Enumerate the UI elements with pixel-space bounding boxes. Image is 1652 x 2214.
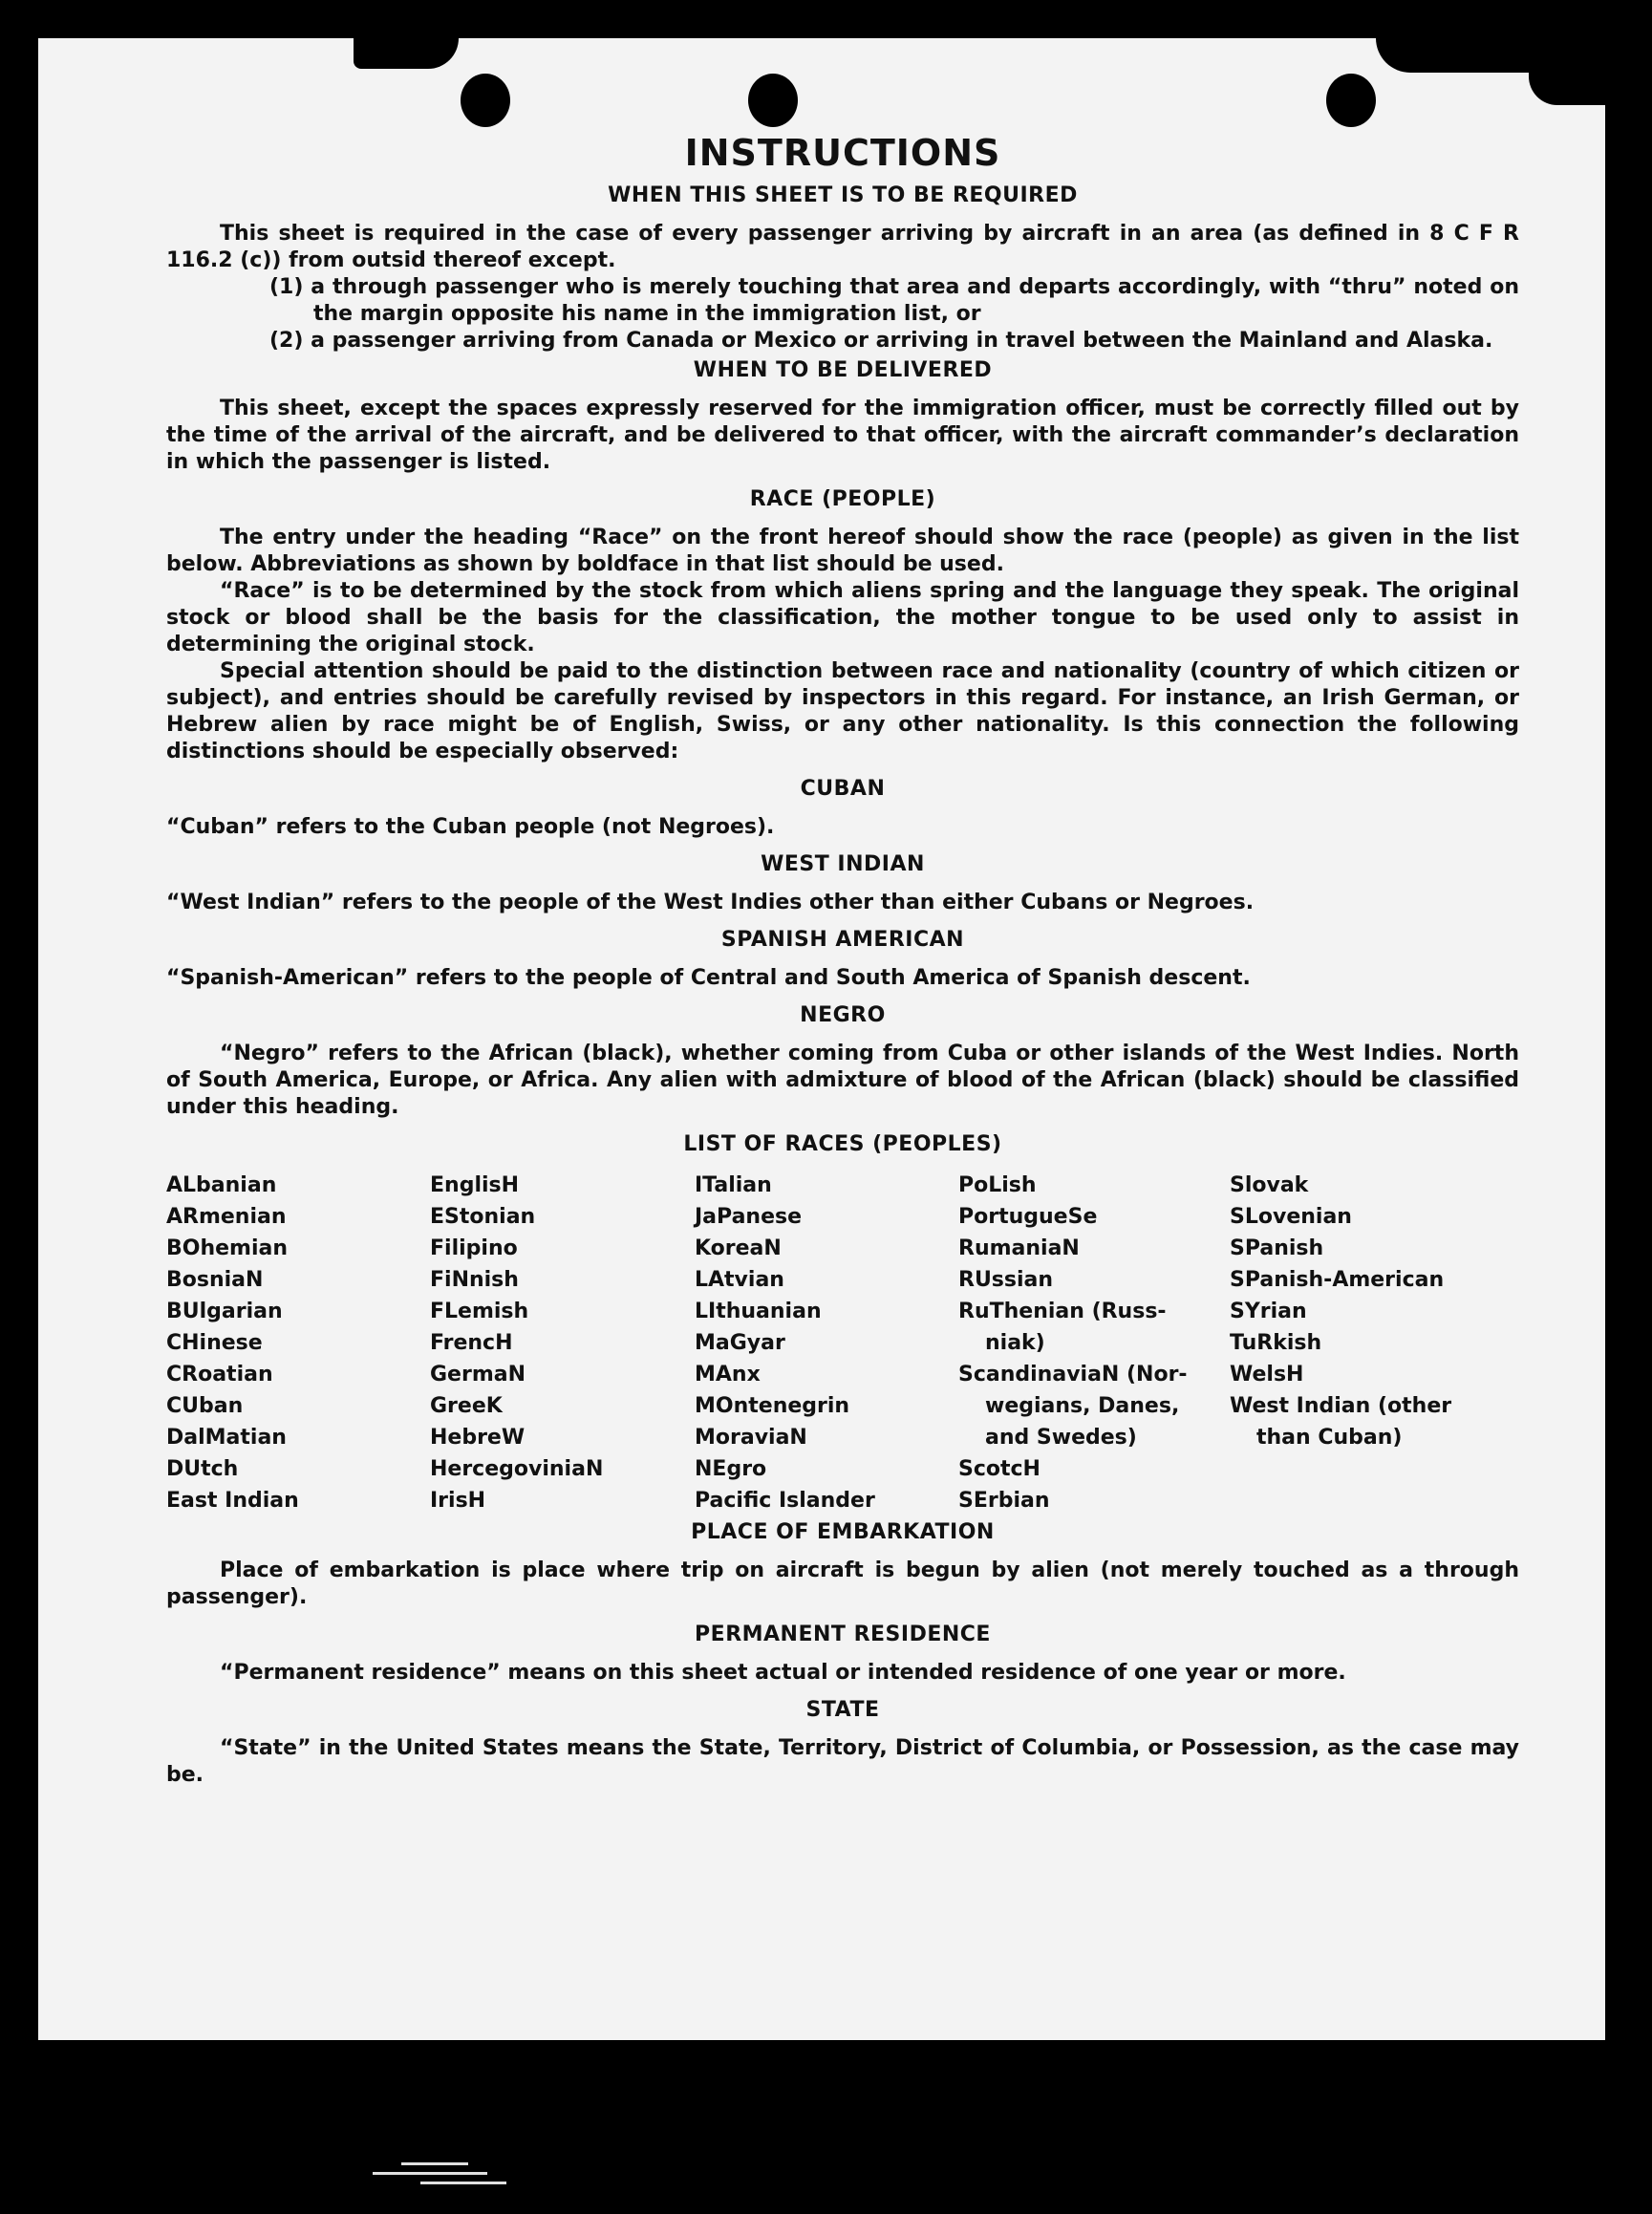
- scan-artifact: [363, 2155, 535, 2193]
- race-entry: SErbian: [958, 1489, 1050, 1513]
- race-entry: TuRkish: [1230, 1331, 1322, 1355]
- race-entry: BosniaN: [166, 1268, 264, 1292]
- races-column: [958, 1170, 1230, 1516]
- state-text: “State” in the United States means the State, Territory, District of Columbia, or Possession, as the case may be.: [166, 1736, 1519, 1787]
- heading-embarkation: PLACE OF EMBARKATION: [691, 1520, 995, 1544]
- races-column: [1230, 1170, 1516, 1516]
- race-entry: than Cuban): [1256, 1426, 1403, 1450]
- race-entry: KoreaN: [695, 1236, 782, 1260]
- race-entry: LIthuanian: [695, 1300, 822, 1323]
- race-entry: Pacific Islander: [695, 1489, 875, 1513]
- race-entry: RuThenian (Russ-: [958, 1300, 1167, 1323]
- race-entry: niak): [985, 1331, 1045, 1355]
- race-entry: CHinese: [166, 1331, 263, 1355]
- race-entry: BOhemian: [166, 1236, 289, 1260]
- race-entry: NEgro: [695, 1457, 767, 1481]
- race-entry: SPanish: [1230, 1236, 1324, 1260]
- race-entry: LAtvian: [695, 1268, 784, 1292]
- race-entry: FrencH: [430, 1331, 513, 1355]
- heading-negro: NEGRO: [800, 1003, 886, 1027]
- race-entry: MaGyar: [695, 1331, 785, 1355]
- race-entry: SPanish-American: [1230, 1268, 1445, 1292]
- race-entry: RUssian: [958, 1268, 1054, 1292]
- race-entry: Filipino: [430, 1236, 518, 1260]
- races-list: [166, 1170, 1519, 1516]
- race-entry: ALbanian: [166, 1173, 277, 1197]
- race-paragraph-1: The entry under the heading “Race” on the front hereof should show the race (people) as given in the list below. Abbreviations as shown by boldface in that list should be used.: [166, 526, 1519, 576]
- residence-text: “Permanent residence” means on this sheet actual or intended residence of one year or more.: [220, 1661, 1346, 1685]
- race-entry: EnglisH: [430, 1173, 520, 1197]
- race-entry: ScotcH: [958, 1457, 1041, 1481]
- heading-when-delivered: WHEN TO BE DELIVERED: [693, 358, 993, 382]
- heading-spanish-american: SPANISH AMERICAN: [720, 928, 965, 952]
- race-entry: Slovak: [1230, 1173, 1309, 1197]
- race-entry: BUlgarian: [166, 1300, 283, 1323]
- race-entry: CUban: [166, 1394, 244, 1418]
- race-entry: PortugueSe: [958, 1205, 1098, 1229]
- punch-hole-2: [748, 74, 798, 127]
- race-entry: ITalian: [695, 1173, 772, 1197]
- document-page: [38, 38, 1605, 2040]
- race-entry: DalMatian: [166, 1426, 287, 1450]
- race-entry: GreeK: [430, 1394, 503, 1418]
- torn-edge-left: [354, 38, 459, 69]
- race-entry: RumaniaN: [958, 1236, 1080, 1260]
- race-entry: MAnx: [695, 1363, 761, 1386]
- race-entry: ARmenian: [166, 1205, 287, 1229]
- race-entry: HercegoviniaN: [430, 1457, 604, 1481]
- exception-item-2: (2) a passenger arriving from Canada or Mexico or arriving in travel between the Mainland and Alaska.: [269, 329, 1493, 353]
- race-entry: and Swedes): [985, 1426, 1137, 1450]
- race-entry: SLovenian: [1230, 1205, 1352, 1229]
- race-entry: East Indian: [166, 1489, 299, 1513]
- exception-item-1: (1) a through passenger who is merely touching that area and departs accordingly, with “thru” noted on the margin opposite his name in the immigration list, or: [269, 275, 1519, 326]
- heading-race: RACE (PEOPLE): [749, 487, 936, 511]
- race-paragraph-2: “Race” is to be determined by the stock from which aliens spring and the language they speak. The original stock or blood shall be the basis for the classification, the mother tongue to be used only to assist in determining the original stock.: [166, 579, 1519, 656]
- cuban-text: “Cuban” refers to the Cuban people (not Negroes).: [166, 815, 775, 839]
- race-entry: DUtch: [166, 1457, 239, 1481]
- races-column: [166, 1170, 430, 1516]
- heading-when-required: WHEN THIS SHEET IS TO BE REQUIRED: [608, 183, 1078, 207]
- race-entry: West Indian (other: [1230, 1394, 1452, 1418]
- race-entry: MOntenegrin: [695, 1394, 850, 1418]
- race-entry: WelsH: [1230, 1363, 1304, 1386]
- race-entry: CRoatian: [166, 1363, 273, 1386]
- race-entry: HebreW: [430, 1426, 526, 1450]
- race-entry: FiNnish: [430, 1268, 519, 1292]
- heading-west-indian: WEST INDIAN: [761, 852, 925, 876]
- punch-hole-1: [461, 74, 510, 127]
- race-entry: MoraviaN: [695, 1426, 807, 1450]
- negro-text: “Negro” refers to the African (black), whether coming from Cuba or other islands of the West Indies. North of South America, Europe, or Africa. Any alien with admixture of blood of the African (black) should be classified under this heading.: [166, 1042, 1519, 1119]
- instructions-content: [166, 132, 1519, 1789]
- heading-list-of-races: LIST OF RACES (PEOPLES): [683, 1132, 1002, 1156]
- race-paragraph-3: Special attention should be paid to the distinction between race and nationality (country of which citizen or subject), and entries should be carefully revised by inspectors in this regard. For instance, an Irish German, or Hebrew alien by race might be of English, Swiss, or any other nationality. Is this connection the following distinctions should be especially observed:: [166, 659, 1519, 763]
- when-required-intro: This sheet is required in the case of every passenger arriving by aircraft in an area (as defined in 8 C F R 116.2 (c)) from outsid thereof except.: [166, 222, 1519, 272]
- when-delivered-text: This sheet, except the spaces expressly reserved for the immigration officer, must be correctly filled out by the time of the arrival of the aircraft, and be delivered to that officer, with the aircraft commander’s declaration in which the passenger is listed.: [166, 397, 1519, 474]
- race-entry: wegians, Danes,: [985, 1394, 1180, 1418]
- race-entry: IrisH: [430, 1489, 486, 1513]
- race-entry: GermaN: [430, 1363, 526, 1386]
- races-column: [695, 1170, 958, 1516]
- heading-cuban: CUBAN: [800, 777, 886, 801]
- west-indian-text: “West Indian” refers to the people of the West Indies other than either Cubans or Negroes.: [166, 891, 1255, 914]
- race-entry: FLemish: [430, 1300, 529, 1323]
- races-column: [430, 1170, 695, 1516]
- race-entry: SYrian: [1230, 1300, 1307, 1323]
- race-entry: JaPanese: [695, 1205, 803, 1229]
- heading-residence: PERMANENT RESIDENCE: [695, 1623, 991, 1646]
- page-title: INSTRUCTIONS: [684, 132, 1001, 174]
- punch-hole-3: [1326, 74, 1376, 127]
- race-entry: PoLish: [958, 1173, 1037, 1197]
- torn-edge-corner: [1529, 38, 1605, 105]
- race-entry: EStonian: [430, 1205, 536, 1229]
- race-entry: ScandinaviaN (Nor-: [958, 1363, 1188, 1386]
- spanish-american-text: “Spanish-American” refers to the people of Central and South America of Spanish descent.: [166, 966, 1251, 990]
- exception-list: [166, 274, 1519, 355]
- embarkation-text: Place of embarkation is place where trip on aircraft is begun by alien (not merely touched as a through passenger).: [166, 1558, 1519, 1609]
- heading-state: STATE: [805, 1698, 880, 1722]
